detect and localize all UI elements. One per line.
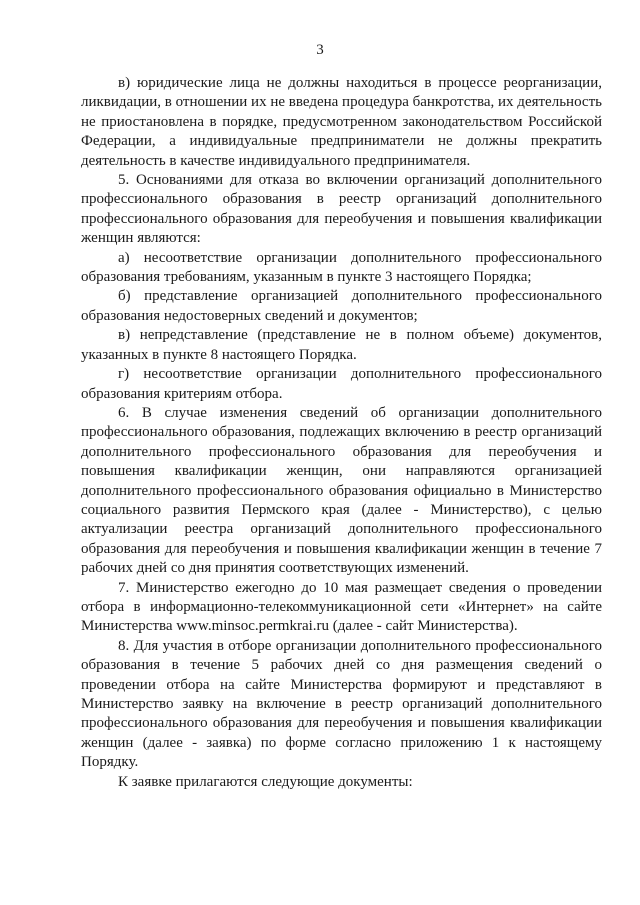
paragraph-4v: в) юридические лица не должны находиться в процессе реорганизации, ликвидации, в отношении их не введена процедура банкротства, их деятельность не приостановлена в порядке, предусмотренном законодательством Российской Федерации, а индивидуальные предприниматели не должны прекратить деятельность в качестве индивидуального предпринимателя. — [81, 75, 602, 169]
document-body — [81, 74, 602, 792]
paragraph-7: 7. Министерство ежегодно до 10 мая размещает сведения о проведении отбора в информационно-телекоммуникационной сети «Интернет» на сайте Министерства www.minsoc.permkrai.ru (далее - сайт Министерства). — [81, 579, 602, 635]
paragraph-5b: б) представление организацией дополнительного профессионального образования недостоверных сведений и документов; — [81, 288, 602, 324]
page-number: 3 — [316, 42, 324, 58]
paragraph-5v: в) непредставление (представление не в полном объеме) документов, указанных в пункте 8 настоящего Порядка. — [81, 327, 602, 363]
paragraph-8: 8. Для участия в отборе организации дополнительного профессионального образования в течение 5 рабочих дней со дня размещения сведений о проведении отбора на сайте Министерства формируют и представляют в Министерство заявку на включение в реестр организаций дополнительного профессионального образования для переобучения и повышения квалификации женщин (далее - заявка) по форме согласно приложению 1 к настоящему Порядку. — [81, 637, 602, 771]
paragraph-5: 5. Основаниями для отказа во включении организаций дополнительного профессионального образования в реестр организаций дополнительного профессионального образования для переобучения и повышения квалификации женщин являются: — [81, 172, 602, 247]
paragraph-attachments: К заявке прилагаются следующие документы: — [118, 773, 413, 790]
paragraph-5g: г) несоответствие организации дополнительного профессионального образования критериям отбора. — [81, 366, 602, 402]
paragraph-6: 6. В случае изменения сведений об организации дополнительного профессионального образования, подлежащих включению в реестр организаций дополнительного профессионального образования для переобучения и повышения квалификации женщин, они направляются организацией дополнительного профессионального образования официально в Министерство социального развития Пермского края (далее - Министерство), с целью актуализации реестра организаций дополнительного профессионального образования для переобучения и повышения квалификации женщин в течение 7 рабочих дней со дня принятия соответствующих изменений. — [81, 404, 602, 577]
paragraph-5a: а) несоответствие организации дополнительного профессионального образования требованиям, указанным в пункте 3 настоящего Порядка; — [81, 249, 602, 286]
